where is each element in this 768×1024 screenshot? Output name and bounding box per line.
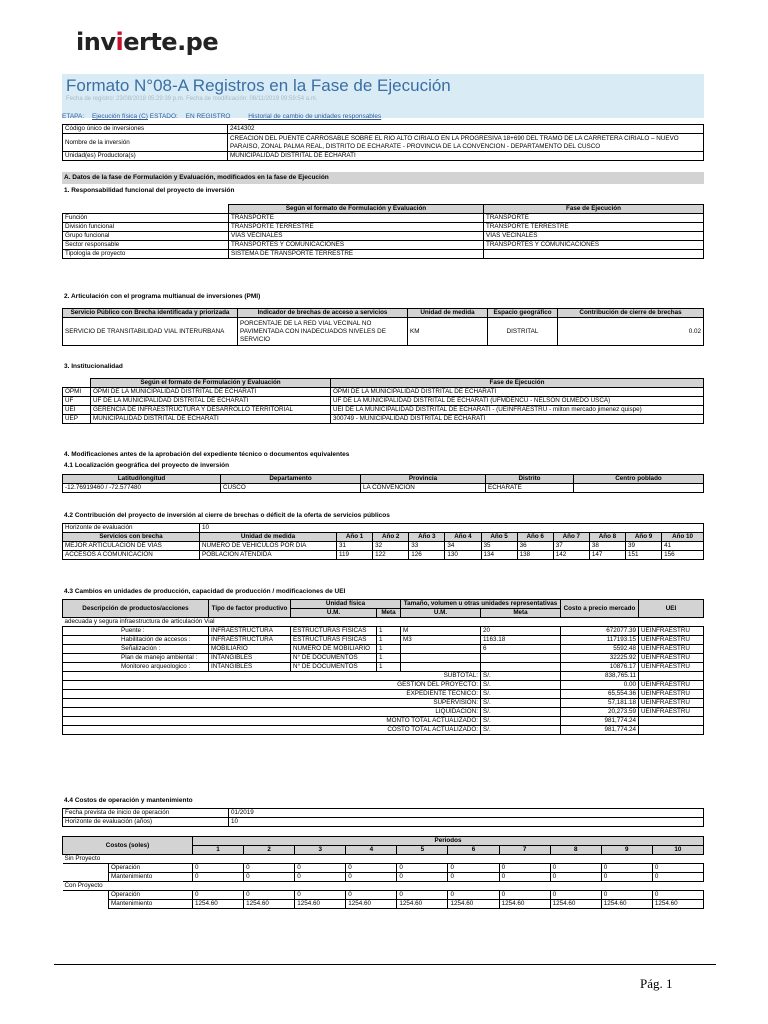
cell: N° DE DOCUMENTOS [291,663,377,672]
cell: Habilitación de accesos : [63,636,209,645]
total-value: 981,774.24 [561,717,639,726]
cell: 1 [377,645,401,654]
total-currency: S/. [481,699,561,708]
cell: 10876.17 [561,663,639,672]
cell: 33 [409,542,445,551]
prod-header: UEI [639,600,704,618]
table-row [63,406,704,415]
prod-header: Meta [377,609,401,618]
table-row [63,214,704,223]
cell: 1 [377,627,401,636]
cell: 0 [448,864,499,873]
cell: 1254.60 [397,900,448,909]
total-currency: S/. [481,717,561,726]
costos-header: Costos (soles) [63,837,193,855]
cell: UEINFRAESTRU [639,636,704,645]
cell: 0 [244,873,295,882]
total-label: SUPERVISION: [63,699,481,708]
periodos-header: Periodos [193,837,704,846]
total-label: MONTO TOTAL ACTUALIZADO: [63,717,481,726]
cell: 1254.60 [652,900,703,909]
loc-header: Centro poblado [574,475,704,484]
total-row [63,681,704,690]
cell: 0 [244,864,295,873]
cell: VÍAS VECINALES [229,232,484,241]
cell: 38 [589,542,625,551]
total-value: 981,774.24 [561,726,639,735]
cell: M [401,627,481,636]
operacion-label: Operación [109,891,193,900]
total-currency: S/. [481,681,561,690]
cell: INFRAESTRUCTURA [209,636,291,645]
cell: ESTRUCTURAS FISICAS [291,627,377,636]
total-row [63,672,704,681]
loc-header: Distrito [486,475,574,484]
cell: 37 [553,542,589,551]
cell: 32 [373,542,409,551]
s1-title: 1. Responsabilidad funcional del proyecto de inversión [64,187,235,194]
cell: Señalización : [63,645,209,654]
s3-table [62,378,704,424]
cell: UF DE LA MUNICIPALIDAD DISTRITAL DE ECHARATI (UFMDENCU - NELSON OLMEDO USCA) [331,397,704,406]
cell: NUMERO DE VEHICULOS POR DIA [200,542,337,551]
s2-header: Contribución de cierre de brechas [558,309,704,318]
con-proyecto-label: Con Proyecto [63,882,704,891]
cell: 0 [244,891,295,900]
table-row [63,415,704,424]
cell: 142 [553,551,589,560]
cell: UEINFRAESTRU [639,645,704,654]
total-uei: UEINFRAESTRU [639,681,704,690]
cell [484,250,704,259]
cell: División funcional [63,223,229,232]
total-row [63,699,704,708]
cell: 0 [193,891,244,900]
table-row [63,397,704,406]
mantenimiento-label: Mantenimiento [109,873,193,882]
cell: OPMI [63,388,91,397]
status-row [62,113,704,123]
total-label: COSTO TOTAL ACTUALIZADO: [63,726,481,735]
cell: INTANGIBLES [209,663,291,672]
cell: 672077.39 [561,627,639,636]
cell: PORCENTAJE DE LA RED VIAL VECINAL NO PAVIMENTADA CON INADECUADOS NIVELES DE SERVICIO [238,318,408,346]
prod-header: Tamaño, volumen u otras unidades representativas [401,600,561,609]
periodo: 7 [499,846,550,855]
cell: 34 [445,542,481,551]
cell [401,645,481,654]
brecha-header: Año 1 [337,533,373,542]
total-row [63,726,704,735]
table-row [63,250,704,259]
periodo: 6 [448,846,499,855]
footer-divider [54,964,716,965]
table-row [63,891,704,900]
prod-header: Costo a precio mercado [561,600,639,618]
cell: 35 [481,542,517,551]
cell: 0 [397,864,448,873]
cell: M3 [401,636,481,645]
cell: TRANSPORTES Y COMUNICACIONES [229,241,484,250]
general-value: 2414302 [228,125,704,134]
s2-table [62,308,704,346]
cell: 0 [295,864,346,873]
cell: UEINFRAESTRU [639,654,704,663]
total-label: EXPEDIENTE TECNICO: [63,690,481,699]
cell: 1254.60 [448,900,499,909]
cell: -12.76919460 / -72.577480 [63,484,221,493]
periodo: 2 [244,846,295,855]
om-costs-table [62,836,704,909]
brecha-header: Año 5 [481,533,517,542]
cell: TRANSPORTE TERRESTRE [484,223,704,232]
s43-title: 4.3 Cambios en unidades de producción, capacidad de producción / modificaciones de UEI [64,588,346,595]
total-uei: UEINFRAESTRU [639,708,704,717]
cell: 0 [397,891,448,900]
table-row [63,636,704,645]
cell: CUSCO [221,484,361,493]
general-value: MUNICIPALIDAD DISTRITAL DE ECHARATI [228,152,704,161]
total-uei: UEINFRAESTRU [639,699,704,708]
cell: 0 [448,873,499,882]
cell: ESTRUCTURAS FISICAS [291,636,377,645]
s3-header: Según el formato de Formulación y Evaluación [91,379,331,388]
om-header-table [62,808,704,827]
cell: ACCESOS A COMUNICACION [63,551,200,560]
prod-header: Descripción de productos/acciones [63,600,209,618]
total-value: 838,765.11 [561,672,639,681]
cell: 151 [626,551,662,560]
cell: 0 [550,891,601,900]
prod-header: U.M. [291,609,377,618]
cell: UEINFRAESTRU [639,627,704,636]
cell: MEJOR ARTICULACION DE VIAS [63,542,200,551]
fecha-value: 01/2019 [229,809,704,818]
historial-link[interactable]: Historial de cambio de unidades responsables [248,113,382,120]
periodo: 3 [295,846,346,855]
location-table [62,474,704,493]
cell: LA CONVENCION [361,484,486,493]
cell: 1254.60 [601,900,652,909]
table-row [63,551,704,560]
cell: 130 [445,551,481,560]
periodo: 8 [550,846,601,855]
cell: 0.02 [558,318,704,346]
cell: 31 [337,542,373,551]
cell: 0 [448,891,499,900]
cell [574,484,704,493]
brecha-header: Año 7 [553,533,589,542]
cell: Grupo funcional [63,232,229,241]
s2-header: Indicador de brechas de acceso a servicios [238,309,408,318]
cell: 1254.60 [346,900,397,909]
cell: SERVICIO DE TRANSITABILIDAD VIAL INTERURBANA [63,318,238,346]
cell: 1254.60 [295,900,346,909]
brecha-header: Año 9 [626,533,662,542]
periodo: 5 [397,846,448,855]
table-row [63,864,704,873]
cell: UEINFRAESTRU [639,663,704,672]
total-uei: UEINFRAESTRU [639,690,704,699]
general-label: Nombre de la inversión [63,134,228,152]
cell [481,663,561,672]
prod-group: adecuada y segura infraestructura de articulación Vial [63,618,704,627]
cell: 119 [337,551,373,560]
cell: 0 [346,891,397,900]
cell: 1 [377,636,401,645]
s41-title: 4.1 Localización geográfica del proyecto de inversión [64,462,230,469]
cell: Puente : [63,627,209,636]
cell: 0 [193,873,244,882]
brecha-header: Año 2 [373,533,409,542]
estado-value: EN REGISTRO [185,113,231,120]
table-row [63,484,704,493]
cell: UEP [63,415,91,424]
brecha-header: Año 8 [589,533,625,542]
total-row [63,690,704,699]
record-dates: Fecha de registro: 23/08/2018 05:29:39 p.m. Fecha de modificación: 08/11/2019 09:59:54 a.m. [66,96,318,102]
cell: 156 [662,551,704,560]
total-label: SUBTOTAL: [63,672,481,681]
total-value: 20,273.59 [561,708,639,717]
prod-header: Unidad física [291,600,401,609]
brecha-header: Año 4 [445,533,481,542]
cell: Plan de manejo ambiental : [63,654,209,663]
cell: ECHARATE [486,484,574,493]
page-title: Formato N°08-A Registros en la Fase de Ejecución [66,76,451,95]
brecha-header: Servicios con brecha [63,533,200,542]
cell: OPMI DE LA MUNICIPALIDAD DISTRITAL DE ECHARATI [91,388,331,397]
periodo: 9 [601,846,652,855]
production-table [62,599,704,735]
cell: 117193.15 [561,636,639,645]
cell: 138 [517,551,553,560]
total-uei [639,672,704,681]
cell: 0 [499,891,550,900]
cell: 0 [601,873,652,882]
horizonte2-value: 10 [229,818,704,827]
cell: 20 [481,627,561,636]
total-currency: S/. [481,690,561,699]
loc-header: Latitud/longitud [63,475,221,484]
cell: 5592.48 [561,645,639,654]
total-currency: S/. [481,726,561,735]
cell: N° DE DOCUMENTOS [291,654,377,663]
cell: 0 [601,864,652,873]
cell: NUMERO DE MOBILIARIO [291,645,377,654]
cell: Función [63,214,229,223]
general-info-table [62,124,704,161]
etapa-value: Ejecución física (C) [91,113,148,120]
total-uei [639,717,704,726]
cell [401,663,481,672]
cell: MOBILIARIO [209,645,291,654]
cell: 122 [373,551,409,560]
prod-header: Tipo de factor productivo [209,600,291,618]
s2-title: 2. Articulación con el programa multianual de inversiones (PMI) [64,293,261,300]
s44-title: 4.4 Costos de operación y mantenimiento [64,797,193,804]
cell: 0 [652,891,703,900]
s4-title: 4. Modificaciones antes de la aprobación del expediente técnico o documentos equivalentes [64,451,350,458]
cell: 0 [499,864,550,873]
cell: MUNICIPALIDAD DISTRITAL DE ECHARATI [91,415,331,424]
total-row [63,717,704,726]
table-row [63,318,704,346]
s1-header: Fase de Ejecución [484,205,704,214]
cell: UEI [63,406,91,415]
table-row [63,873,704,882]
sin-proyecto-label: Sin Proyecto [63,855,704,864]
periodo: 10 [652,846,703,855]
general-label: Código único de inversiones [63,125,228,134]
fecha-label: Fecha prevista de inicio de operación [63,809,229,818]
cell: Monitoreo arqueologico : [63,663,209,672]
table-row [63,627,704,636]
cell: 0 [499,873,550,882]
s1-table [62,204,704,259]
cell: 6 [481,645,561,654]
cell: 0 [652,864,703,873]
cell: 1254.60 [193,900,244,909]
cell: INTANGIBLES [209,654,291,663]
s2-header: Servicio Público con Brecha identificada y priorizada [63,309,238,318]
cell: 1254.60 [499,900,550,909]
cell: 300749 - MUNICIPALIDAD DISTRITAL DE ECHARATI [331,415,704,424]
cell: TRANSPORTE [229,214,484,223]
estado-label: ESTADO: [149,113,178,120]
cell: UEI DE LA MUNICIPALIDAD DISTRITAL DE ECHARATI - (UEINFRAESTRU - milton mercado jimenez quispe) [331,406,704,415]
periodo: 4 [346,846,397,855]
cell: 41 [662,542,704,551]
total-row [63,708,704,717]
cell: 0 [295,873,346,882]
table-row [63,663,704,672]
page-header [62,74,704,118]
cell: OPMI DE LA MUNICIPALIDAD DISTRITAL DE ECHARATI [331,388,704,397]
cell: UF [63,397,91,406]
table-row [63,654,704,663]
s3-title: 3. Institucionalidad [64,363,123,370]
periodo: 1 [193,846,244,855]
s1-header: Según el formato de Formulación y Evaluación [229,205,484,214]
prod-header: U.M. [401,609,481,618]
cell [401,654,481,663]
etapa-label: ETAPA: [62,113,85,120]
table-row [63,900,704,909]
table-row [63,388,704,397]
horizonte-label: Horizonte de evaluación [63,524,200,533]
cell: 1163.18 [481,636,561,645]
cell: 32225.92 [561,654,639,663]
cell: TRANSPORTE [484,214,704,223]
loc-header: Provincia [361,475,486,484]
cell: Tipología de proyecto [63,250,229,259]
table-row [63,232,704,241]
s3-header: Fase de Ejecución [331,379,704,388]
cell: 1 [377,654,401,663]
cell: TRANSPORTES Y COMUNICACIONES [484,241,704,250]
table-row [63,542,704,551]
prod-header: Meta [481,609,561,618]
cell: 39 [626,542,662,551]
general-label: Unidad(es) Productora(s) [63,152,228,161]
cell: 147 [589,551,625,560]
total-uei [639,726,704,735]
total-label: LIQUIDACION: [63,708,481,717]
cell: 0 [652,873,703,882]
s2-header: Espacio geográfico [488,309,558,318]
total-value: 65,554.36 [561,690,639,699]
brecha-header: Unidad de medida [200,533,337,542]
cell: UF DE LA MUNICIPALIDAD DISTRITAL DE ECHARATI [91,397,331,406]
total-value: 57,181.18 [561,699,639,708]
cell: INFRAESTRUCTURA [209,627,291,636]
cell: 1254.60 [244,900,295,909]
cell: 0 [601,891,652,900]
cell: POBLACION ATENDIDA [200,551,337,560]
operacion-label: Operación [109,864,193,873]
horizonte-value: 10 [200,524,704,533]
loc-header: Departamento [221,475,361,484]
cell: TRANSPORTE TERRESTRE [229,223,484,232]
table-row [63,241,704,250]
cell: 0 [550,864,601,873]
general-value: CREACION DEL PUENTE CARROSABLE SOBRE EL RIO ALTO CIRIALO EN LA PROGRESIVA 18+690 DEL TRAMO DE LA CARRETERA CIRIALO – NUEVO PARAISO, ZONAL PALMA REAL, DISTRITO DE ECHARATE - PROVINCIA DE LA CONVENCION - DEPARTAMENTO DEL CUSCO [228,134,704,152]
cell: 126 [409,551,445,560]
brand-logo: invierte.pe [76,28,219,56]
cell: 0 [295,891,346,900]
brecha-header: Año 3 [409,533,445,542]
brecha-header: Año 6 [517,533,553,542]
total-currency: S/. [481,672,561,681]
cell: 0 [193,864,244,873]
cell: 0 [550,873,601,882]
cell: 0 [346,873,397,882]
table-row [63,645,704,654]
cell: 0 [346,864,397,873]
total-currency: S/. [481,708,561,717]
brecha-table [62,523,704,560]
section-a-heading: A. Datos de la fase de Formulación y Evaluación, modificados en la fase de Ejecución [62,172,704,184]
total-label: GESTION DEL PROYECTO: [63,681,481,690]
cell: 36 [517,542,553,551]
cell: 1254.60 [550,900,601,909]
cell: DISTRITAL [488,318,558,346]
cell: 0 [397,873,448,882]
page-number: Pág. 1 [640,976,673,991]
cell: Sector responsable [63,241,229,250]
brecha-header: Año 10 [662,533,704,542]
cell: GERENCIA DE INFRAESTRUCTURA Y DESARROLLO TERRITORIAL [91,406,331,415]
mantenimiento-label: Mantenimiento [109,900,193,909]
cell: 134 [481,551,517,560]
cell: KM [408,318,488,346]
horizonte2-label: Horizonte de evaluación (años) [63,818,229,827]
table-row [63,223,704,232]
cell: 1 [377,663,401,672]
cell [481,654,561,663]
s42-title: 4.2 Contribución del proyecto de inversión al cierre de brechas o déficit de la oferta de servicios públicos [64,512,390,519]
cell: VÍAS VECINALES [484,232,704,241]
total-value: 0.00 [561,681,639,690]
s2-header: Unidad de medida [408,309,488,318]
cell: SISTEMA DE TRANSPORTE TERRESTRE [229,250,484,259]
